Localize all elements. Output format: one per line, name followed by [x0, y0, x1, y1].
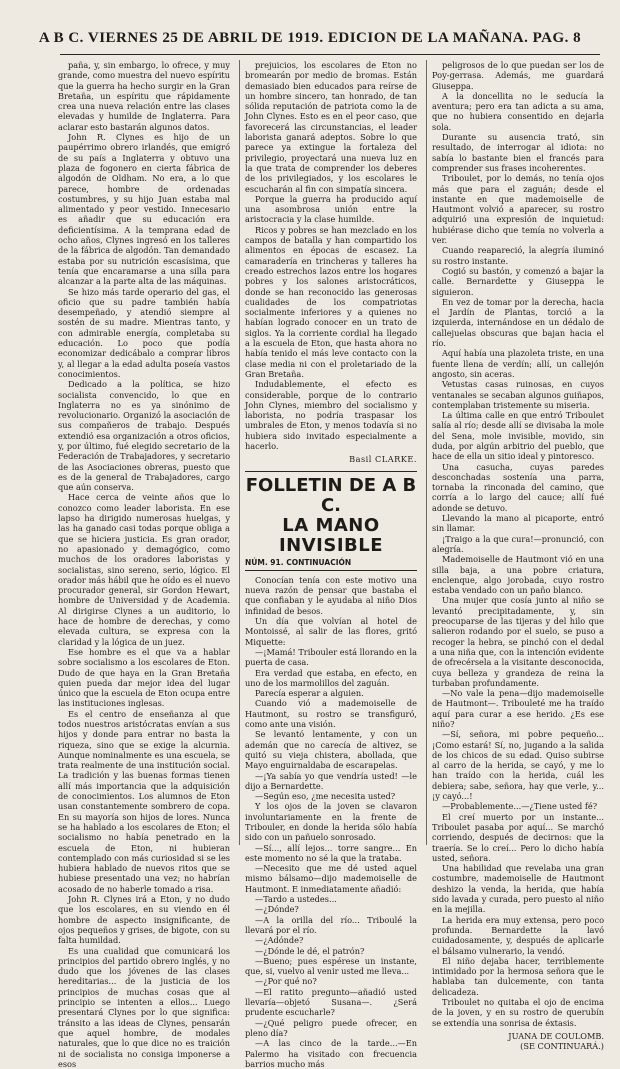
paragraph: Indudablemente, el efecto es considerable, porque de lo contrario John Clynes, miembro del socialismo y laborista, no podría traspasar los umbrales de Eton, y menos todavía si no hubiera sido invitado especialmente a hacerlo. [245, 379, 417, 451]
folletin-heading [245, 471, 417, 571]
story-paragraph: —Probablemente...—¿Tiene usted fé? [442, 801, 598, 812]
story-paragraph: —¿Dónde? [255, 904, 299, 915]
column-1 [58, 60, 230, 1069]
column-separator [239, 60, 240, 845]
paragraph: Hace cerca de veinte años que lo conozco como leader laborista. En ese lapso ha dirigido numerosas huelgas, y las ha ganado casi todas porque obliga a que se hiciera justicia. Es gran orador, no apasionado y demagógico, como muchos de los oradores laboristas y socialistas, sino sereno, serio, lógico. El orador más hábil que he oído es el nuevo procurador general, sir Gordon Hewart, hombre de Universidad y de Academia. Al dirigirse Clynes a un auditorio, lo hace de hombre de derechas, y como elevada cultura, se expresa con la claridad y la lógica de un juez. [58, 492, 230, 647]
story-paragraph: peligrosos de lo que puedan ser los de Poy-gerrasa. Además, me guardará Giuseppa. [432, 60, 604, 91]
paragraph: Ricos y pobres se han mezclado en los campos de batalla y han compartido los alimentos en épocas de escasez. La camaradería en trincheras y talleres ha creado estrechos lazos entre los hogares pobres y los salones aristocráticos, donde se han reconocido las generosas cualidades de los compatriotas socialmente inferiores y a quienes no habían logrado conocer en un trato de siglos. Ya la corriente cordial ha llegado a la escuela de Eton, que hasta ahora no había tenido el más leve contacto con la clase media ni con el proletariado de la Gran Bretaña. [245, 224, 417, 379]
story-paragraph: Triboulet, por lo demás, no tenía ojos más que para el zaguán; desde el instante en que mademoiselle de Hautmont volvió a aparecer, su rostro adquirió una expresión de inquietud: hubiérase dicho que temía no volverla a ver. [432, 173, 604, 246]
story-paragraph: El niño dejaba hacer, terriblemente intimidado por la hermosa señora que le hablaba tan dulcemente, con tanta delicadeza. [432, 955, 604, 997]
story-paragraph: Aquí había una plazoleta triste, en una fuente llena de verdín; allí, un callejón angosto, sin aceras. [432, 348, 604, 379]
paragraph: John R. Clynes irá a Eton, y no dudo que los escolares, en su viendo en él hombre de aspecto insignificante, de ojos pequeños y grises, de bigote, con su falta humildad. [58, 894, 230, 946]
story-paragraph: —¿Por qué no? [255, 976, 317, 987]
story-paragraph: —El ratito pregunto—añadió usted llevaría—objetó Susana—. ¿Será prudente escucharle? [245, 986, 417, 1018]
page-header: A B C. VIERNES 25 DE ABRIL DE 1919. EDICION DE LA MAÑANA. PAG. 8 [38, 30, 582, 46]
paragraph: prejuicios, los escolares de Eton no bromearán por medio de bromas. Están demasiado bien educados para reírse de un hombre sincero, tan honrado, de tan sólida reputación de patriota como la de John Clynes. Esto es en el peor caso, que favorecerá las circunstancias, el leader laborista ganará adeptos. Sobre lo que parece ya extingue la fortaleza del privilegio, proyectará una nueva luz en la que trata de comprender los deberes de los privilegiados, y los escolares le escucharán al fin con simpatía sincera. [245, 60, 417, 194]
story-paragraph: Triboulet no quitaba el ojo de encima de la joven, y en su rostro de querubín se extendía una sonrisa de éxtasis. [432, 997, 604, 1028]
story-paragraph: —¿Qué peligro puede ofrecer, en pleno día? [245, 1017, 417, 1038]
story-paragraph: Mademoiselle de Hautmont vió en una silla baja, a una pobre criatura, enclenque, algo jorobada, cuyo rostro estaba vendado con un paño blanco. [432, 554, 604, 596]
paragraph: Es una cualidad que comunicará los principios del partido obrero inglés, y no dudo que los jóvenes de las clases hereditarias... de la justicia de los principios de muchas cosas que al principio se intenten a ellos... Luego presentará Clynes por lo que significa: tránsito a las ideas de Clynes, pensarán que aquel hombre, de modales naturales, que lo que dice no es traición ni de socialista no consiga imponerse a esos [58, 945, 230, 1069]
story-paragraph: —¡Mamá! Tribouler está llorando en la puerta de casa. [245, 646, 417, 668]
article-signature: Basil CLARKE. [349, 454, 417, 465]
story-paragraph: Cuando reapareció, la alegría iluminó su rostro instante. [432, 245, 604, 266]
story-paragraph: Parecía esperar a alguien. [255, 688, 364, 699]
story-paragraph: —¿Dónde le dé, el patrón? [255, 945, 365, 956]
story-paragraph: Cuando vió a mademoiselle de Hautmont, su rostro se transfiguró, como ante una visión. [245, 698, 417, 730]
folletin-subtitle: LA MANO INVISIBLE [278, 514, 384, 556]
story-paragraph: —Necesito que me dé usted aquel mismo bálsamo—dijo mademoiselle de Hautmont. E inmediatamente añadió: [245, 863, 417, 894]
column-3 [432, 60, 604, 1052]
story-paragraph: —Sí, señora, mi pobre pequeño... ¡Como estará! Sí, no, jugando a la salida de los chicos de su edad. Quiso subirse al carro de la herida, se cayó, y me lo han traído con la herida, cuál les debiera; sabe, señora, hay que verle, y... ¡y cayó...! [432, 729, 604, 802]
story-paragraph: —¿Adónde? [255, 935, 304, 946]
paragraph: Porque la guerra ha producido aquí una asombrosa unión entre la aristocracia y la clase humilde. [245, 193, 417, 225]
paragraph: Dedicado a la política, se hizo socialista convencido, lo que en Inglaterra no es ya sinónimo de revolucionario. Organizó la asociación de sus compañeros de trabajo. Después extendió esa organización a otros oficios, y, por último, fué elegido secretario de la Federación de Trabajadores, y secretario de las Asociaciones obreras, puesto que es de la general de Trabajadores, cargo que aún conserva. [58, 379, 230, 493]
story-paragraph: En vez de tomar por la derecha, hacia el Jardín de Plantas, torció a la izquierda, internándose en un dédalo de callejuelas obscuras que bajan hacia el río. [432, 296, 604, 349]
paragraph: paña, y, sin embargo, lo ofrece, y muy grande, como muestra del nuevo espíritu que la guerra ha hecho surgir en la Gran Bretaña, un espíritu que rápidamente crea una nueva relación entre las clases elevadas y humilde de Inglaterra. Para aclarar esto bastarán algunos datos. [58, 60, 230, 132]
to-be-continued: (SE CONTINUARÁ.) [520, 1041, 604, 1052]
paragraph: Es el centro de enseñanza al que todos nuestros aristócratas envían a sus hijos y donde para entrar no basta la riqueza, sino que se exige la alcurnia. Aunque nominalmente es una escuela, se trata realmente de una institución social. La tradición y las buenas formas tienen allí más importancia que la adquisición de conocimientos. Los alumnos de Eton usan constantemente sombrero de copa. En su mayoría son hijos de lores. Nunca se ha hablado a los escolares de Eton; el socialismo no había penetrado en la escuela de Eton, ni hubieran contemplado con más curiosidad si se les hubiera hablado de nuevos ritos que se hubiese presentado una vez; no habrían acosado de no haberle tomado a risa. [58, 708, 230, 894]
column-2 [245, 60, 417, 1069]
folletin-title: FOLLETIN DE A B C. [245, 474, 417, 516]
story-paragraph: Y los ojos de la joven se clavaron involuntariamente en la frente de Tribouler, en donde la herida sólo había sido con un pañuelo sonrosado. [245, 801, 417, 843]
story-paragraph: —Tardo a ustedes... [255, 894, 337, 905]
story-paragraph: Una casucha, cuyas paredes desconchadas sostenía una parra, tornaba la rinconada del camino, que corría a lo largo del cauce; allí fué adonde se detuvo. [432, 461, 604, 513]
story-paragraph: ¡Traigo a la que cura!—pronunció, con alegría. [432, 533, 604, 554]
story-paragraph: La última calle en que entró Triboulet salía al río; desde allí se divisaba la mole del Sena, mole invisible, movido, sin duda, por algún arbitrio del pueblo, que hace de ella un sitio ideal y pintoresco. [432, 410, 604, 462]
story-paragraph: Un día que volvían al hotel de Montoissé, al salir de las flores, gritó Miquette: [245, 616, 417, 647]
paragraph: Se hizo más tarde operario del gas, el oficio que su padre también había desempeñado, y atendió siempre al sostén de su madre. Mientras tanto, y con admirable energía, completaba su educación. Lo poco que podía economizar dedicábalo a comprar libros y, al llegar a la edad adulta poseía vastos conocimientos. [58, 286, 230, 379]
story-paragraph: Se levantó lentamente, y con un ademán que no carecía de altivez, se quitó su vieja chistera, abollada, que Mayo enguirnaldaba de escarapelas. [245, 729, 417, 771]
story-paragraph: El creí muerto por un instante... Triboulet pasaba por aquí... Se marchó corriendo, después de decirnos: que la traería. Se lo creí... Pero lo dicho había usted, señora. [432, 811, 604, 863]
header-rule [60, 54, 600, 55]
story-paragraph: Llevando la mano al picaporte, entró sin llamar. [432, 513, 604, 534]
story-paragraph: La herida era muy extensa, pero poco profunda. Bernardette la lavó cuidadosamente, y, después de aplicarle el bálsamo vulnerario, la vendó. [432, 914, 604, 956]
story-paragraph: —Bueno; pues espérese un instante, que, si, vuelvo al venir usted me lleva... [245, 955, 417, 977]
story-paragraph: Durante su ausencia trató, sin resultado, de interrogar al idiota: no sabía lo bastante bien el francés para comprender sus frases incoherentes. [432, 132, 604, 173]
story-paragraph: —A la orilla del río... Triboulé la llevará por el río. [245, 914, 417, 935]
paragraph: Ese hombre es el que va a hablar sobre socialismo a los escolares de Eton. Dudo de que haya en la Gran Bretaña quien pueda dar mejor idea del lugar único que la escuela de Eton ocupa entre las instituciones inglesas. [58, 646, 230, 709]
story-paragraph: Cogió su bastón, y comenzó a bajar la calle. Bernardette y Giuseppa le siguieron. [432, 265, 604, 297]
installment-number: NÚM. 91. CONTINUACIÓN [245, 558, 417, 571]
story-paragraph: Era verdad que estaba, en efecto, en uno de los marmolillos del zaguán. [245, 667, 417, 688]
story-paragraph: —Sí..., allí lejos... torre sangre... En este momento no sé la que la trataba. [245, 842, 417, 863]
story-paragraph: Vetustas casas ruinosas, en cuyos ventanales se secaban algunos guiñapos, contemplaban tristemente su miseria. [432, 379, 604, 410]
story-paragraph: —¡Ya sabía yo que vendría usted! —le dijo a Bernardette. [245, 770, 417, 791]
story-author: JUANA DE COULOMB. [508, 1030, 604, 1041]
story-paragraph: Una habilidad que revelaba una gran costumbre, mademoiselle de Hautmont deshizo la venda, la herida, que había sido lavada y curada, pero puesto al niño en la mejilla. [432, 863, 604, 915]
story-paragraph: Conocían tenía con este motivo una nueva razón de pensar que bastaba el que confiaban y le ayudaba al niño Dios infinidad de besos. [245, 574, 417, 616]
story-paragraph: —No vale la pena—dijo mademoiselle de Hautmont—. Tribouleté me ha traído aquí para curar a ese herido. ¿Es ese niño? [432, 688, 604, 729]
column-separator [426, 60, 427, 845]
story-paragraph: —Según eso, ¿me necesita usted? [255, 791, 396, 802]
story-paragraph: Una mujer que cosía junto al niño se levantó precipitadamente, y, sin preocuparse de las tijeras y del hilo que salieron rodando por el suelo, se puso a recoger la hebra, se pinchó con el dedal a una niña que, con la intención evidente de ofrecérsela a la visitante desconocida, cuya belleza y grandeza de reina la turbaban profundamente. [432, 595, 604, 688]
story-paragraph: A la doncellita no le seducía la aventura; pero era tan adicta a su ama, que no hubiera consentido en dejarla sola. [432, 90, 604, 132]
paragraph: John R. Clynes es hijo de un paupérrimo obrero irlandés, que emigró de su país a Inglaterra y obtuvo una plaza de fogonero en cierta fábrica de algodón de Oldham. No era, a lo que parece, hombre de ordenadas costumbres, y su hijo Juan estaba mal alimentado y peor vestido. Innecesario es añadir que su educación era deficientísima. A la temprana edad de ocho años, Clynes ingresó en los talleres de la fábrica de algodón. Tan demandado estaba por su nutrición escasísima, que tenía que encaramarse a una silla para alcanzar a la parte alta de las máquinas. [58, 132, 230, 287]
story-paragraph: —A las cinco de la tarde...—En Palermo ha visitado con frecuencia barrios mucho más [245, 1038, 417, 1069]
